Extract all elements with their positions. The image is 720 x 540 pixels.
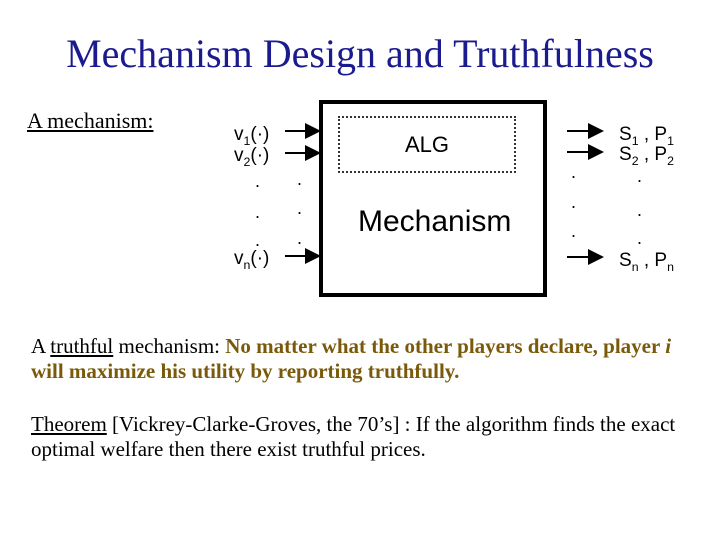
connector-dot-3: . <box>297 228 303 248</box>
output-s1-p1: $S_1$ , $P_1$ <box>619 124 674 148</box>
input-v1: $v_1(\cdot)$ <box>234 124 270 148</box>
mechanism-label: A mechanism: <box>27 108 154 133</box>
theorem-term: Theorem <box>31 412 107 436</box>
output-dot-3: . <box>637 228 643 248</box>
connector-dot-2: . <box>297 198 303 218</box>
input-dot-2: . <box>255 202 261 222</box>
input-v2: $v_2(\cdot)$ <box>234 145 270 169</box>
output-dot-1: . <box>637 166 643 186</box>
connector-dot-1: . <box>297 169 303 189</box>
alg-box <box>338 116 516 173</box>
truthful-highlight: No matter what the other players declare, player i will maximize his utility by reporting truthfully. <box>31 334 672 383</box>
output-sn-pn: $S_n$ , $P_n$ <box>619 250 674 274</box>
input-vn: $v_n(\cdot)$ <box>234 248 270 272</box>
slide-title: Mechanism Design and Truthfulness <box>66 31 654 76</box>
theorem-statement: Theorem [Vickrey-Clarke-Groves, the 70’s] : If the algorithm finds the exact optimal welfare then there exist truthful prices. <box>31 412 676 461</box>
input-dot-3: . <box>255 230 261 250</box>
truthful-definition: A truthful mechanism: No matter what the other players declare, player i will maximize his utility by reporting truthfully. <box>31 334 672 383</box>
output-connector-dot-1: . <box>571 162 577 182</box>
output-s2-p2: $S_2$ , $P_2$ <box>619 144 674 168</box>
alg-label: ALG <box>404 132 450 157</box>
output-dot-2: . <box>637 200 643 220</box>
truthful-term: truthful <box>50 334 114 358</box>
input-dot-1: . <box>255 171 261 191</box>
output-connector-dot-3: . <box>571 221 577 241</box>
mechanism-name: Mechanism <box>358 205 512 238</box>
output-connector-dot-2: . <box>571 192 577 212</box>
